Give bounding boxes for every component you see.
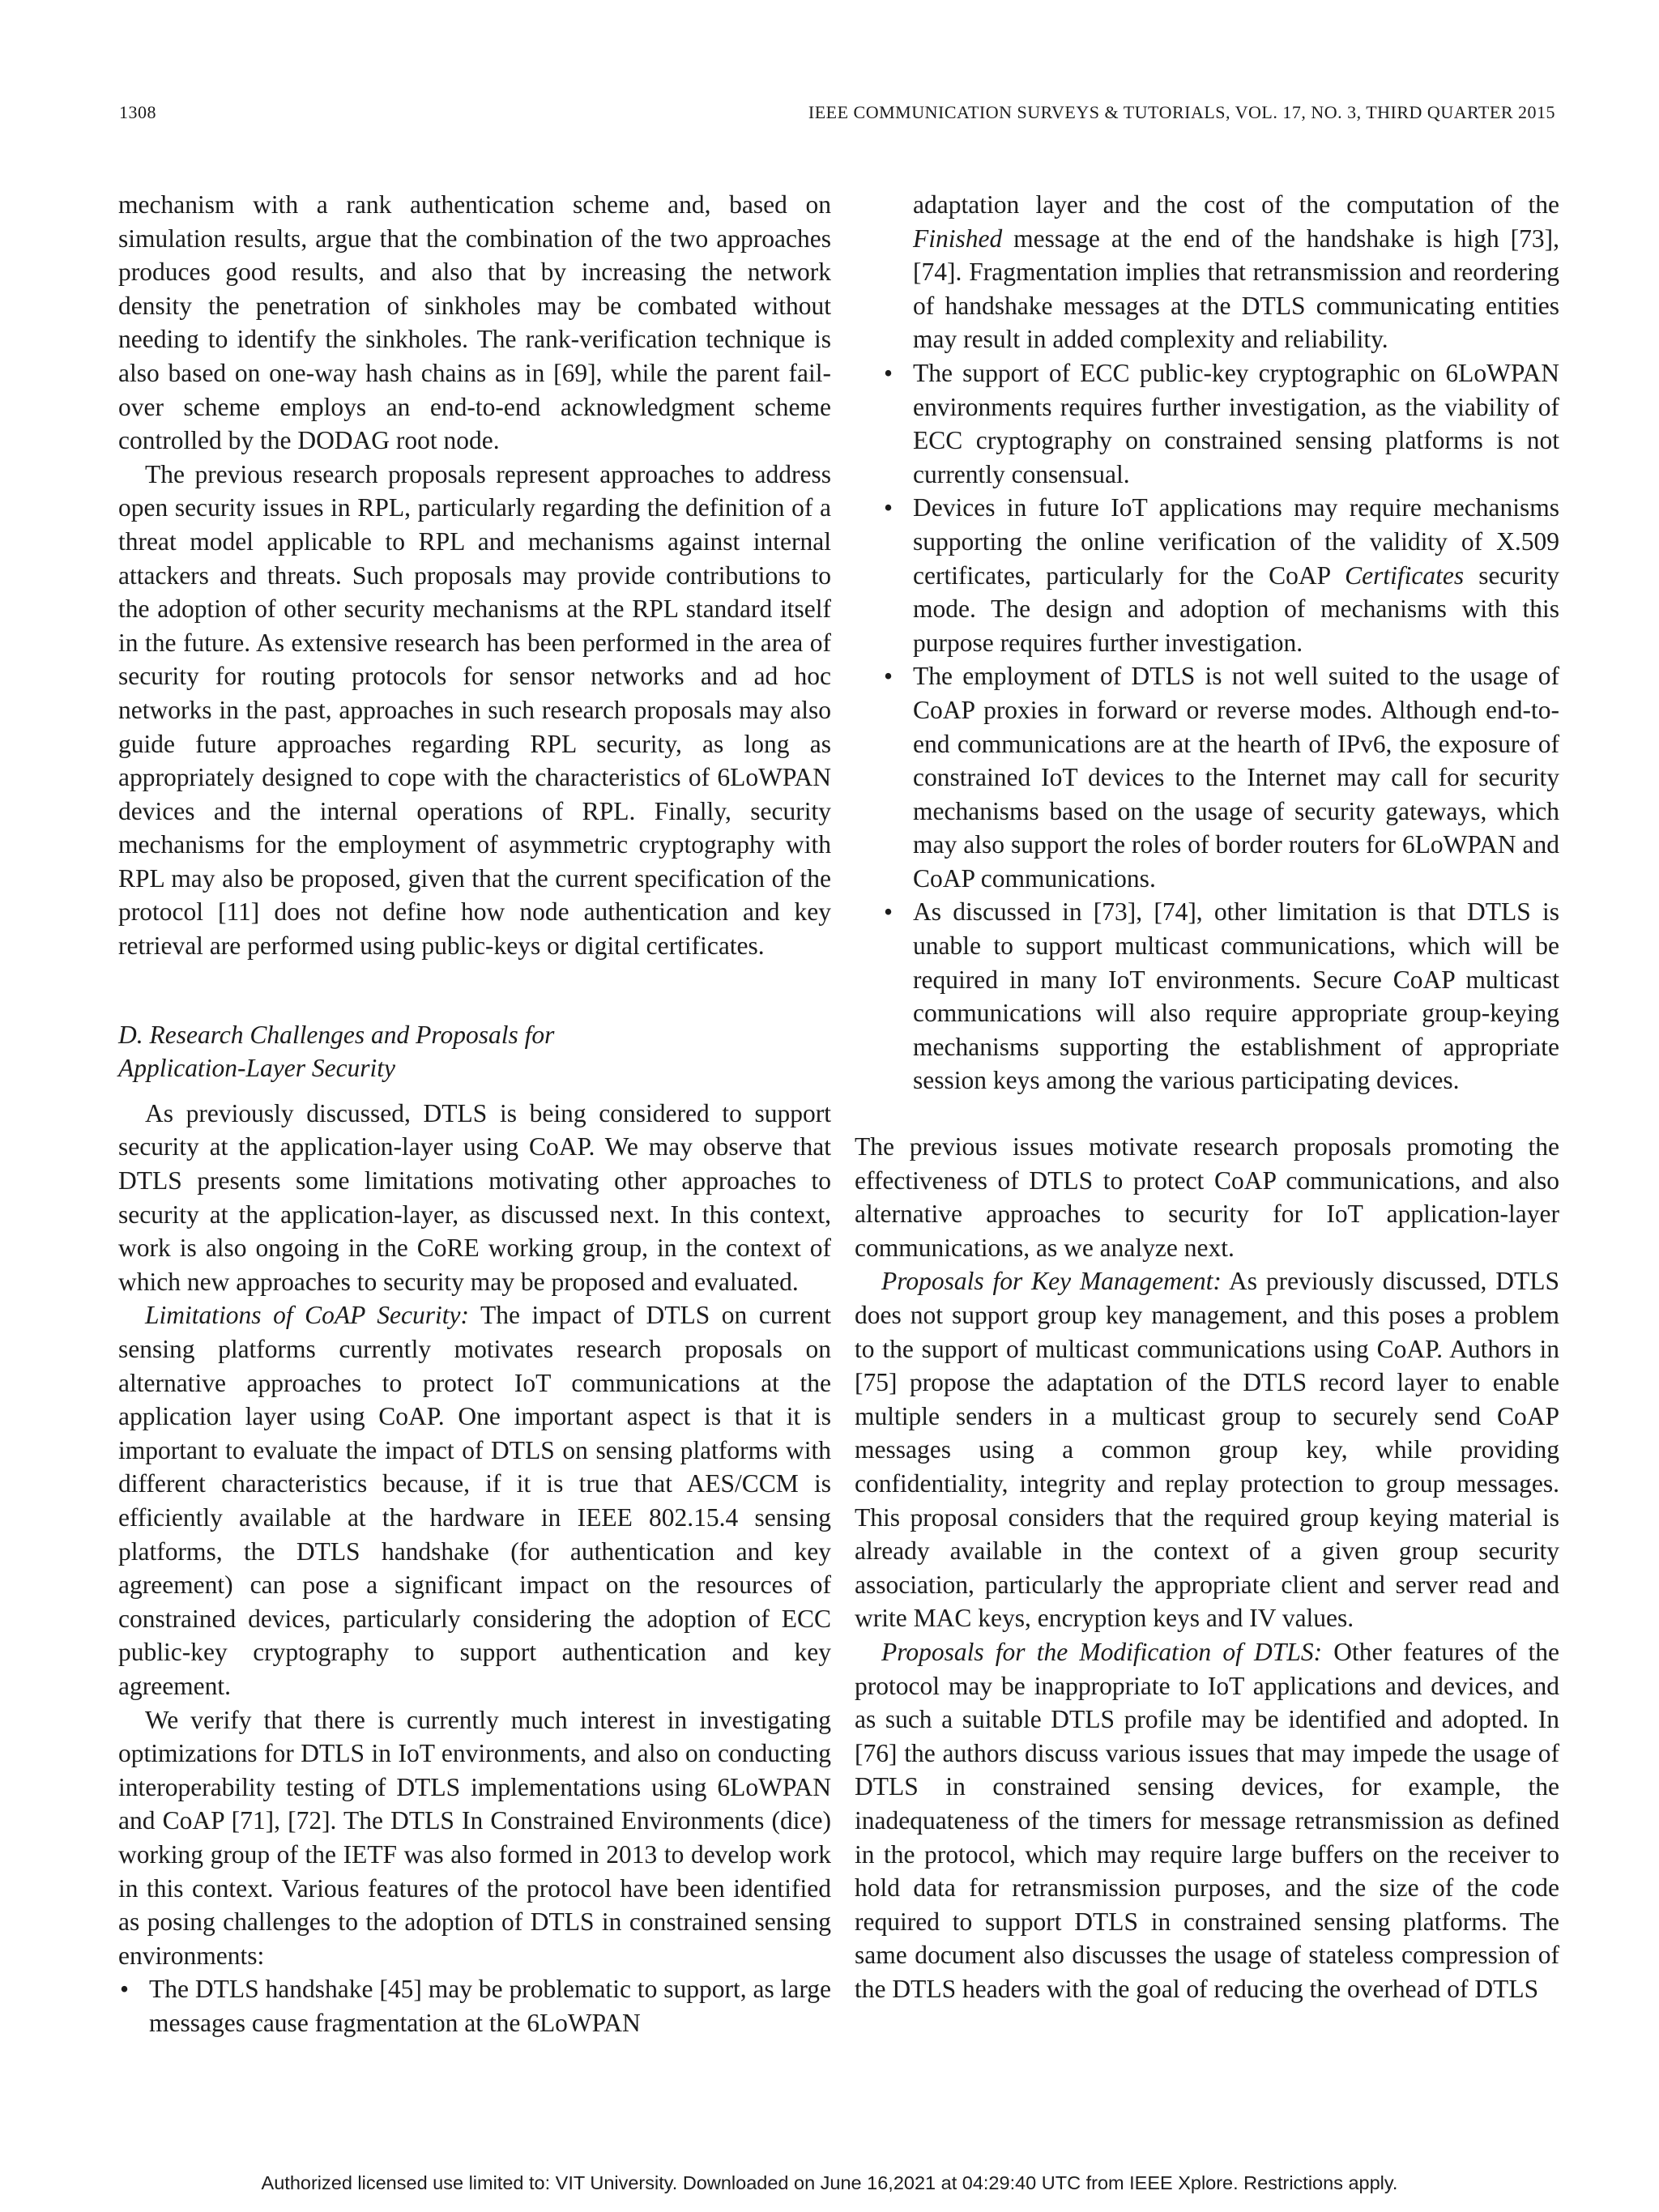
list-item-text: The support of ECC public-key cryptographic on 6LoWPAN environments requires further investigation, as the viability of ECC cryptography on constrained sensing platforms is not currently consensual. bbox=[913, 358, 1559, 488]
right-column bbox=[855, 188, 1559, 2005]
dtls-challenges-list bbox=[118, 1972, 831, 2039]
paragraph-coap-limitations bbox=[118, 1298, 831, 1703]
paragraph-dtls-intro: As previously discussed, DTLS is being considered to support security at the application-layer using CoAP. We may observe that DTLS presents some limitations motivating other approaches to security at the application-layer, as discussed next. In this context, work is also ongoing in the CoRE working group, in the context of which new approaches to security may be proposed and evaluated. bbox=[118, 1098, 831, 1296]
section-heading-line1: D. Research Challenges and Proposals for bbox=[118, 1020, 555, 1049]
bullet-icon: • bbox=[884, 897, 893, 927]
run-in-heading-dtls-modification: Proposals for the Modification of DTLS: bbox=[881, 1637, 1323, 1666]
paragraph-previous-issues: The previous issues motivate research proposals promoting the effectiveness of DTLS to protect CoAP communications, and also alternative approaches to security for IoT application-layer communications, as we analyze next. bbox=[855, 1132, 1559, 1262]
list-item bbox=[855, 895, 1559, 1097]
list-item bbox=[855, 356, 1559, 491]
bullet-icon: • bbox=[884, 662, 893, 691]
dtls-challenges-list-continued bbox=[855, 188, 1559, 1097]
list-item bbox=[118, 1972, 831, 2039]
paragraph-key-management-body: As previously discussed, DTLS does not support group key management, and this poses a problem to the support of multicast communications using CoAP. Authors in [75] propose the adaptation of the DTLS record layer to enable multiple senders in a multicast group to securely send CoAP messages using a common group key, while providing confidentiality, integrity and replay protection to group messages. This proposal considers that the required group keying material is already available in the context of a given group security association, particularly the appropriate client and server read and write MAC keys, encryption keys and IV values. bbox=[855, 1267, 1559, 1633]
paragraph-rank-authentication: mechanism with a rank authentication scheme and, based on simulation results, argue that the combination of the two approaches produces good results, and also that by increasing the network density the penetration of sinkholes may be combated without needing to identify the sinkholes. The rank-verification technique is also based on one-way hash chains as in [69], while the parent fail-over scheme employs an end-to-end acknowledgment scheme controlled by the DODAG root node. bbox=[118, 190, 831, 455]
bullet-icon: • bbox=[884, 493, 893, 522]
paragraph-dtls-modification-body: Other features of the protocol may be inappropriate to IoT applications and devices, and as such a suitable DTLS profile may be identified and adopted. In [76] the authors discuss various issues that may impede the usage of DTLS in constrained sensing devices, for example, the inadequateness of the timers for message retransmission as defined in the protocol, which may require large buffers on the receiver to hold data for retransmission purposes, and the size of the code required to support DTLS in constrained sensing platforms. The same document also discusses the usage of stateless compression of the DTLS headers with the goal of reducing the overhead of DTLS bbox=[855, 1637, 1559, 2003]
page-number: 1308 bbox=[119, 102, 156, 122]
list-item-continuation bbox=[855, 188, 1559, 356]
list-item bbox=[855, 491, 1559, 659]
spacer bbox=[855, 1097, 1559, 1130]
finished-message-term: Finished bbox=[913, 224, 1003, 253]
list-item-text: The DTLS handshake [45] may be problematic to support, as large messages cause fragmentation at the 6LoWPAN bbox=[149, 1975, 831, 2037]
paragraph-rpl-security: The previous research proposals represent approaches to address open security issues in RPL, particularly regarding the definition of a threat model applicable to RPL and mechanisms against internal attackers and threats. Such proposals may provide contributions to the adoption of other security mechanisms at the RPL standard itself in the future. As extensive research has been performed in the area of security for routing protocols for sensor networks and ad hoc networks in the past, approaches in such research proposals may also guide future approaches regarding RPL security, as long as appropriately designed to cope with the characteristics of 6LoWPAN devices and the internal operations of RPL. Finally, security mechanisms for the employment of asymmetric cryptography with RPL may also be proposed, given that the current specification of the protocol [11] does not define how node authentication and key retrieval are performed using public-keys or digital certificates. bbox=[118, 459, 831, 961]
bullet-icon: • bbox=[120, 1975, 130, 2004]
left-column bbox=[118, 188, 831, 2039]
list-item-text: adaptation layer and the cost of the computation of the bbox=[913, 190, 1559, 219]
list-item-text: As discussed in [73], [74], other limitation is that DTLS is unable to support multicast communications, which will be required in many IoT environments. Secure CoAP multicast communications will also require appropriate group-keying mechanisms supporting the establishment of appropriate session keys among the various participating devices. bbox=[913, 897, 1559, 1095]
license-footer: Authorized licensed use limited to: VIT University. Downloaded on June 16,2021 at 04:29:40 UTC from IEEE Xplore. Restrictions apply. bbox=[261, 2172, 1398, 2193]
bullet-icon: • bbox=[884, 358, 893, 387]
paragraph-coap-limitations-body: The impact of DTLS on current sensing platforms currently motivates research proposals on alternative approaches to protect IoT communications at the application layer using CoAP. One important aspect is that it is important to evaluate the impact of DTLS on sensing platforms with different characteristics because, if it is true that AES/CCM is efficiently available at the hardware in IEEE 802.15.4 sensing platforms, the DTLS handshake (for authentication and key agreement) can pose a significant impact on the resources of constrained devices, particularly considering the adoption of ECC public-key cryptography to support authentication and key agreement. bbox=[118, 1301, 831, 1700]
paragraph-dtls-optimizations: We verify that there is currently much interest in investigating optimizations for DTLS in IoT environments, and also on conducting interoperability testing of DTLS implementations using 6LoWPAN and CoAP [71], [72]. The DTLS In Constrained Environments (dice) working group of the IETF was also formed in 2013 to develop work in this context. Various features of the protocol have been identified as posing challenges to the adoption of DTLS in constrained sensing environments: bbox=[118, 1705, 831, 1970]
section-heading bbox=[118, 1018, 831, 1085]
certificates-mode-term: Certificates bbox=[1345, 560, 1465, 590]
list-item bbox=[855, 659, 1559, 895]
list-item-text: The employment of DTLS is not well suited to the usage of CoAP proxies in forward or reverse modes. Although end-to-end communications are at the hearth of IPv6, the exposure of constrained IoT devices to the Internet may call for security mechanisms based on the usage of security gateways, which may also support the roles of border routers for 6LoWPAN and CoAP communications. bbox=[913, 662, 1559, 893]
list-item-text: Devices in future IoT applications may require mechanisms supporting the online verification of the validity of X.509 certificates, particularly for the CoAP bbox=[913, 493, 1559, 590]
paragraph-dtls-modification bbox=[855, 1635, 1559, 2006]
section-heading-line2: Application-Layer Security bbox=[118, 1054, 396, 1083]
running-header: IEEE COMMUNICATION SURVEYS & TUTORIALS, VOL. 17, NO. 3, THIRD QUARTER 2015 bbox=[808, 102, 1555, 122]
run-in-heading-key-management: Proposals for Key Management: bbox=[881, 1267, 1222, 1296]
list-item-text: security mode. The design and adoption of mechanisms with this purpose requires further investigation. bbox=[913, 560, 1559, 657]
run-in-heading-limitations: Limitations of CoAP Security: bbox=[145, 1301, 469, 1330]
list-item-text: message at the end of the handshake is high [73], [74]. Fragmentation implies that retransmission and reordering of handshake messages at the DTLS communicating entities may result in added complexity and reliability. bbox=[913, 224, 1559, 354]
paragraph-key-management bbox=[855, 1264, 1559, 1635]
